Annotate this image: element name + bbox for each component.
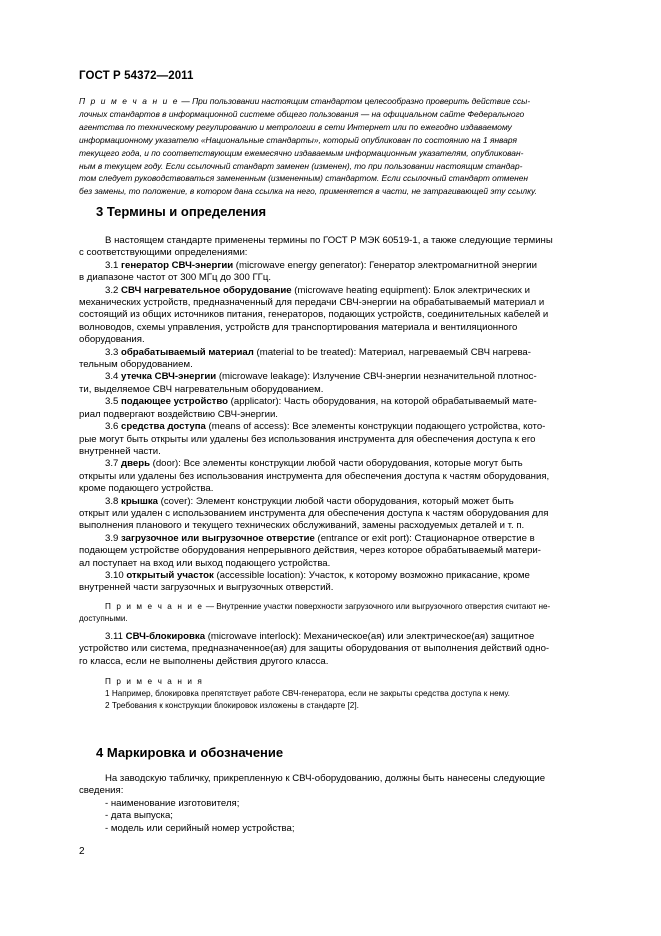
term-title: крышка bbox=[121, 495, 159, 507]
reference-note-line: текущего года, и по соответствующим ежемесячно издаваемым информационным указателям, опубликован- bbox=[79, 147, 524, 158]
section-4-heading: 4 Маркировка и обозначение bbox=[96, 745, 284, 760]
reference-note-line: ным в текущем году. Если ссылочный стандарт заменен (изменен), то при пользовании настоящим стандар- bbox=[79, 160, 523, 171]
note-label: П р и м е ч а н и е bbox=[105, 601, 204, 611]
term-title: средства доступа bbox=[121, 421, 206, 433]
term-title: генератор СВЧ-энергии bbox=[121, 259, 234, 271]
term-3-8: 3.8 крышка (cover): Элемент конструкции любой части оборудования, который может быть открыт или удален с использованием инструмента для обеспечения доступа к частям оборудования для выполнения планового и текущего технических обслуживаний, замены расходуемых деталей и т. п. bbox=[79, 495, 549, 532]
list-item: - модель или серийный номер устройства; bbox=[105, 822, 295, 834]
section-3-body bbox=[79, 235, 612, 712]
page-number: 2 bbox=[79, 846, 85, 857]
term-title: открытый участок bbox=[126, 569, 214, 581]
term-title: обрабатываемый материал bbox=[121, 346, 254, 358]
section-4-intro: На заводскую табличку, прикрепленную к СВЧ-оборудованию, должны быть нанесены следующие сведения: bbox=[79, 773, 546, 797]
term-3-2: 3.2 СВЧ нагревательное оборудование (microwave heating equipment): Блок электрических и механических устройств, предназначенный для передачи СВЧ-энергии на обрабатываемый материал и состоящий из общих источников питания, генераторов, подающих устройств, соединительных кабелей и волноводов, схемы управления, устройств для транспортирования материала и вентиляционного оборудования. bbox=[79, 284, 549, 346]
term-title: загрузочное или выгрузочное отверстие bbox=[121, 532, 315, 544]
reference-note-label: П р и м е ч а н и е bbox=[79, 96, 180, 106]
reference-note-line: агентства по техническому регулированию и метрологии в сети Интернет или по ежегодно издаваемому bbox=[79, 121, 512, 132]
reference-note-line: том следует руководствоваться замененным (измененным) стандартом. Если ссылочный стандарт отменен bbox=[79, 173, 528, 184]
term-3-9: 3.9 загрузочное или выгрузочное отверстие (entrance or exit port): Стационарное отверстие в подающем устройстве оборудования непрерывного действия, через которое обрабатываемый матери- ал поступает на вход или выход подающего устройства. bbox=[79, 532, 541, 569]
term-3-7: 3.7 дверь (door): Все элементы конструкции любой части оборудования, которые могут быть открыты или удалены без использования инструмента для обеспечения доступа к частям оборудования, кроме подающего устройства. bbox=[79, 458, 550, 495]
section-3-heading: 3 Термины и определения bbox=[96, 204, 267, 219]
term-title: утечка СВЧ-энергии bbox=[121, 371, 217, 383]
term-note: П р и м е ч а н и е — Внутренние участки поверхности загрузочного или выгрузочного отверстия считают не- доступными. bbox=[79, 601, 551, 623]
term-title: СВЧ-блокировка bbox=[125, 630, 206, 642]
term-3-1: 3.1 генератор СВЧ-энергии (microwave energy generator): Генератор электромагнитной энергии в диапазоне частот от 300 МГц до 300 ГГц. bbox=[79, 259, 537, 284]
term-3-6: 3.6 средства доступа (means of access): Все элементы конструкции подающего устройства, кото- рые могут быть открыты или удалены без использования инструмента для обеспечения доступа к его внутренней части. bbox=[79, 421, 546, 457]
section-3-intro: В настоящем стандарте применены термины по ГОСТ Р МЭК 60519-1, а также следующие термины с соответствующими определениями: bbox=[79, 235, 553, 259]
marking-list bbox=[79, 798, 612, 835]
note-item: 2 Требования к конструкции блокировок изложены в стандарте [2]. bbox=[105, 701, 359, 710]
term-3-11: 3.11 СВЧ-блокировка (microwave interlock): Механическое(ая) или электрическое(ая) защитное устройство или система, предназначенное(ая) для защиты оборудования от выполнения действий одно- го класса, если не выполнены действия другого класса. bbox=[79, 630, 550, 667]
term-3-3: 3.3 обрабатываемый материал (material to be treated): Материал, нагреваемый СВЧ нагрева- тельным оборудованием. bbox=[79, 346, 531, 371]
note-item: 1 Например, блокировка препятствует работе СВЧ-генератора, если не закрыты средства доступа к нему. bbox=[105, 689, 510, 698]
reference-note bbox=[79, 95, 612, 198]
reference-note-line: П р и м е ч а н и е — При пользовании настоящим стандартом целесообразно проверить действие ссы- bbox=[79, 96, 531, 106]
list-item: - наименование изготовителя; bbox=[105, 797, 240, 809]
page-header-title: ГОСТ Р 54372—2011 bbox=[79, 70, 194, 82]
notes-label: П р и м е ч а н и я bbox=[105, 677, 204, 686]
term-title: дверь bbox=[121, 458, 150, 470]
reference-note-line: информационному указателю «Национальные стандарты», который опубликован по состоянию на 1 января bbox=[79, 134, 517, 145]
term-3-5: 3.5 подающее устройство (applicator): Часть оборудования, на которой обрабатываемый мате- риал подвергают воздействию СВЧ-энергии. bbox=[79, 396, 537, 420]
list-item: - дата выпуска; bbox=[105, 810, 173, 822]
reference-note-line: без замены, то положение, в котором дана ссылка на него, применяется в части, не затрагивающей эту ссылку. bbox=[79, 186, 537, 197]
term-title: подающее устройство bbox=[121, 396, 229, 408]
section-4-body bbox=[79, 773, 612, 835]
term-title: СВЧ нагревательное оборудование bbox=[121, 284, 292, 296]
reference-note-line: лочных стандартов в информационной системе общего пользования — на официальном сайте Федерального bbox=[79, 108, 525, 119]
notes-list bbox=[79, 676, 612, 712]
term-3-10: 3.10 открытый участок (accessible location): Участок, к которому возможно прикасание, кроме внутренней части загрузочных и выгрузочных отверстий. bbox=[79, 569, 530, 594]
term-3-4: 3.4 утечка СВЧ-энергии (microwave leakage): Излучение СВЧ-энергии незначительной плотнос- ти, выделяемое СВЧ нагревательным оборудованием. bbox=[79, 371, 537, 395]
